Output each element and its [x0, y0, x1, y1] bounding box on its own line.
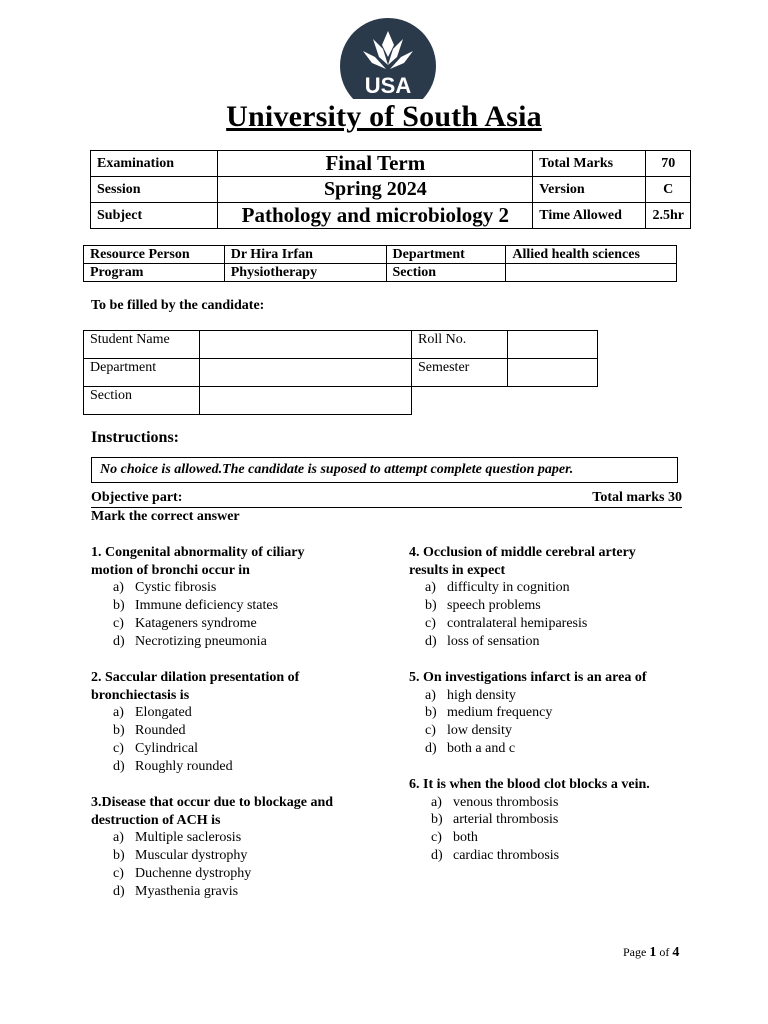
mark-correct-answer: Mark the correct answer [91, 509, 240, 524]
resource-person-value: Dr Hira Irfan [224, 246, 386, 264]
candidate-table [83, 330, 598, 415]
option-c[interactable]: c) low density [425, 723, 512, 739]
option-c[interactable]: c) contralateral hemiparesis [425, 615, 588, 631]
program-label: Program [84, 264, 225, 282]
question-4 [409, 544, 636, 650]
table-row [84, 387, 598, 415]
course-info-table [83, 245, 677, 282]
option-c[interactable]: c) Duchenne dystrophy [113, 865, 252, 881]
section-value [506, 264, 677, 282]
option-c[interactable]: c) Katageners syndrome [113, 615, 257, 631]
session-value: Spring 2024 [218, 177, 533, 203]
version-label: Version [533, 177, 646, 203]
total-marks-value: 70 [646, 151, 691, 177]
table-row [84, 331, 598, 359]
option-d[interactable]: d) both a and c [425, 740, 516, 756]
roll-no-label: Roll No. [412, 331, 508, 359]
option-b[interactable]: b) medium frequency [425, 705, 553, 721]
department-label: Department [386, 246, 506, 264]
candidate-heading: To be filled by the candidate: [91, 298, 265, 313]
total-marks-label: Total Marks [533, 151, 646, 177]
question-stem: 1. Congenital abnormality of ciliary [91, 545, 305, 560]
candidate-section-label: Section [84, 387, 200, 415]
semester-label: Semester [412, 359, 508, 387]
table-row [84, 246, 677, 264]
objective-label: Objective part: [91, 490, 183, 505]
department-value: Allied health sciences [506, 246, 677, 264]
resource-person-label: Resource Person [84, 246, 225, 264]
time-allowed-label: Time Allowed [533, 203, 646, 229]
semester-field[interactable] [508, 359, 598, 387]
university-logo [339, 17, 437, 99]
section-label: Section [386, 264, 506, 282]
option-d[interactable]: d) loss of sensation [425, 633, 540, 649]
question-stem: 3.Disease that occur due to blockage and [91, 795, 334, 810]
examination-label: Examination [91, 151, 218, 177]
option-a[interactable]: a) Multiple saclerosis [113, 830, 242, 846]
table-row [91, 177, 691, 203]
option-a[interactable]: a) high density [425, 687, 516, 703]
option-d[interactable]: d) Roughly rounded [113, 758, 233, 774]
question-2 [91, 669, 299, 775]
instructions-box: No choice is allowed.The candidate is suposed to attempt complete question paper. [91, 457, 678, 483]
examination-value: Final Term [218, 151, 533, 177]
exam-info-table [90, 150, 691, 229]
option-a[interactable]: a) Cystic fibrosis [113, 580, 217, 596]
question-1 [91, 544, 305, 650]
student-name-label: Student Name [84, 331, 200, 359]
option-d[interactable]: d) Myasthenia gravis [113, 883, 239, 899]
table-row [84, 264, 677, 282]
instructions-heading: Instructions: [91, 429, 180, 446]
option-a[interactable]: a) difficulty in cognition [425, 580, 570, 596]
question-stem: destruction of ACH is [91, 812, 221, 828]
session-label: Session [91, 177, 218, 203]
table-row [91, 151, 691, 177]
question-6 [409, 776, 650, 865]
option-a[interactable]: a) venous thrombosis [431, 794, 559, 810]
objective-header [91, 490, 682, 508]
university-title: University of South Asia [226, 100, 542, 133]
student-name-field[interactable] [200, 331, 412, 359]
option-b[interactable]: b) arterial thrombosis [431, 812, 559, 828]
question-stem: results in expect [409, 562, 506, 578]
option-b[interactable]: b) Immune deficiency states [113, 598, 279, 614]
table-row [84, 359, 598, 387]
logo-text: USA [364, 73, 412, 98]
option-d[interactable]: d) cardiac thrombosis [431, 847, 560, 863]
question-5 [409, 669, 647, 758]
question-3 [91, 794, 333, 900]
option-b[interactable]: b) Rounded [113, 723, 186, 739]
version-value: C [646, 177, 691, 203]
option-b[interactable]: b) speech problems [425, 598, 541, 614]
question-stem: bronchiectasis is [91, 687, 190, 703]
option-b[interactable]: b) Muscular dystrophy [113, 848, 248, 864]
question-stem: 6. It is when the blood clot blocks a vein. [409, 777, 650, 792]
candidate-department-label: Department [84, 359, 200, 387]
roll-no-field[interactable] [508, 331, 598, 359]
candidate-section-field[interactable] [200, 387, 412, 415]
table-row [91, 203, 691, 229]
subject-value: Pathology and microbiology 2 [218, 203, 533, 229]
option-c[interactable]: c) both [431, 830, 478, 846]
question-stem: 4. Occlusion of middle cerebral artery [409, 545, 636, 560]
question-stem: 2. Saccular dilation presentation of [91, 670, 300, 685]
option-a[interactable]: a) Elongated [113, 705, 192, 721]
total-marks-30: Total marks 30 [592, 490, 682, 505]
time-allowed-value: 2.5hr [646, 203, 691, 229]
option-c[interactable]: c) Cylindrical [113, 740, 198, 756]
question-stem: 5. On investigations infarct is an area of [409, 670, 647, 685]
question-stem: motion of bronchi occur in [91, 562, 250, 578]
option-d[interactable]: d) Necrotizing pneumonia [113, 633, 267, 649]
program-value: Physiotherapy [224, 264, 386, 282]
page-number: Page 1 of 4 [623, 945, 680, 960]
candidate-department-field[interactable] [200, 359, 412, 387]
subject-label: Subject [91, 203, 218, 229]
